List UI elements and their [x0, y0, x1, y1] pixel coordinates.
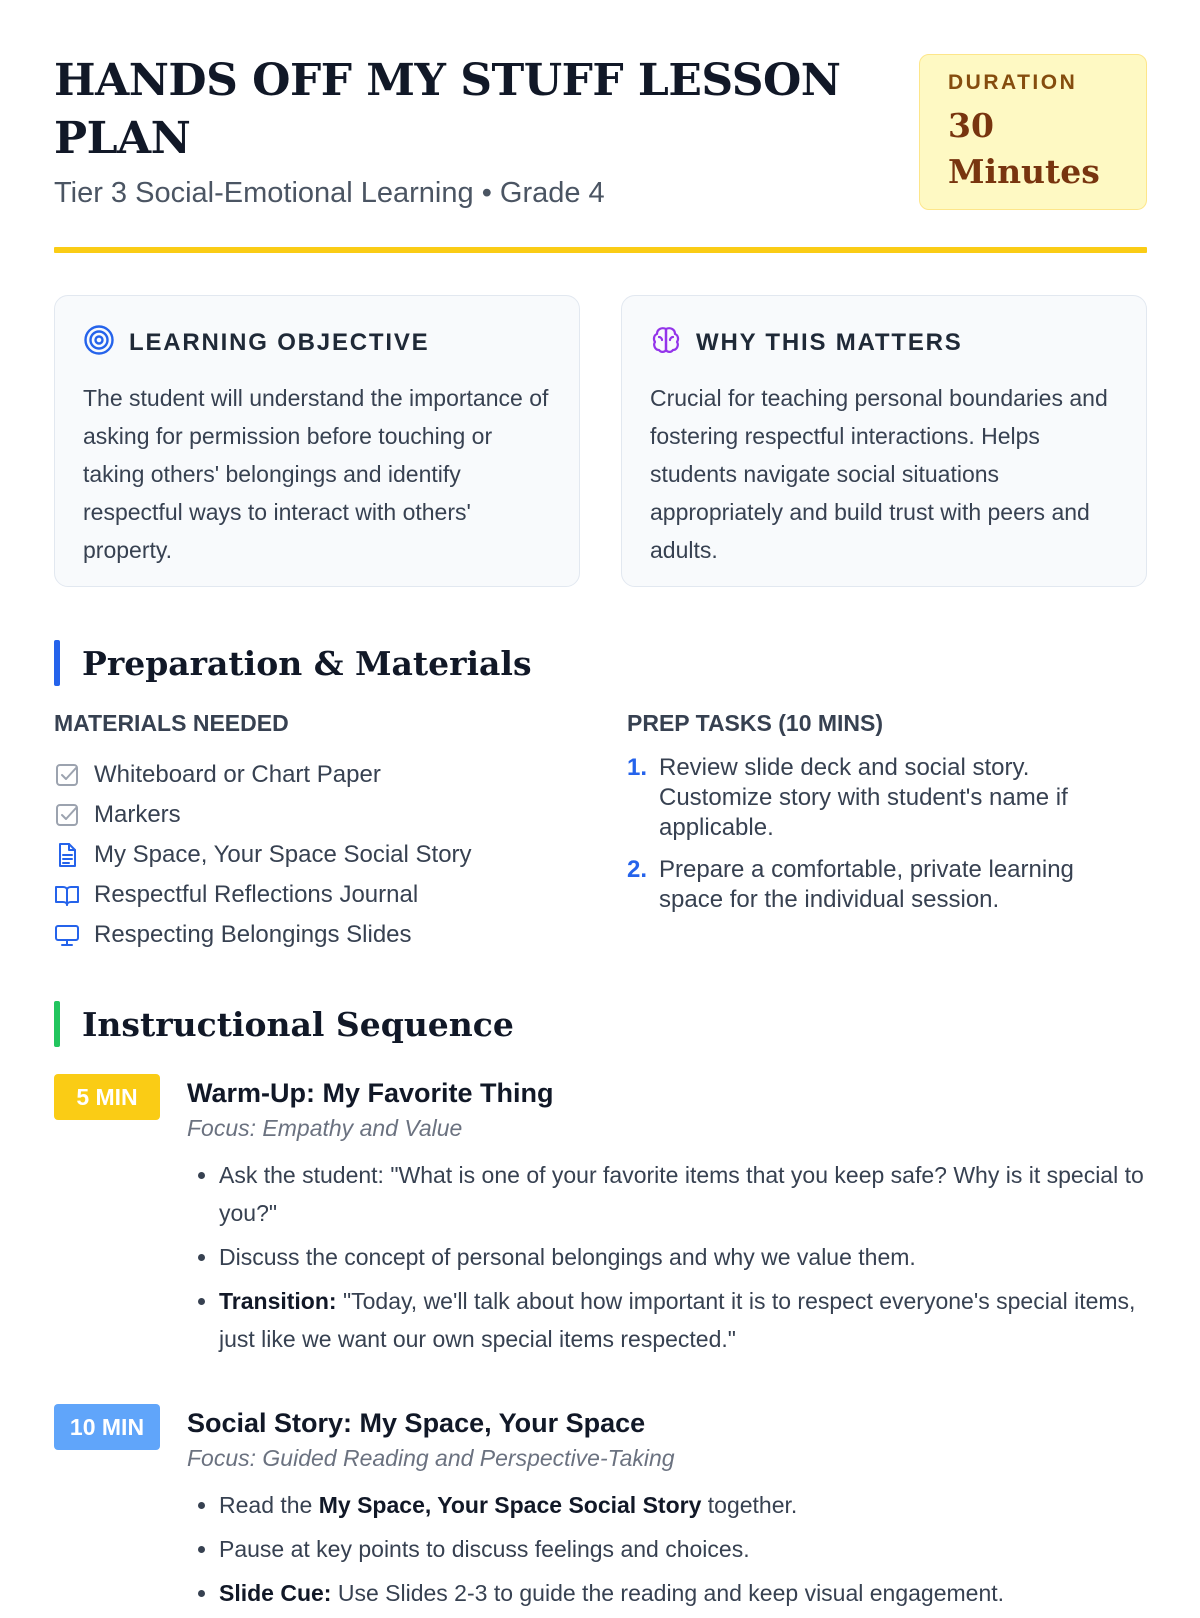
document-icon	[54, 842, 80, 868]
step-focus: Focus: Empathy and Value	[187, 1115, 463, 1141]
step-bullets	[187, 1156, 1147, 1358]
list-item: • Read the My Space, Your Space Social Story together.	[219, 1486, 1147, 1524]
page-title: HANDS OFF MY STUFF LESSON PLAN	[54, 55, 841, 164]
monitor-icon	[54, 922, 80, 948]
material-label: Markers	[94, 801, 181, 828]
checkbox-icon	[54, 762, 80, 788]
duration-value: 30 Minutes	[948, 106, 1100, 191]
section-heading-sequence	[54, 1001, 514, 1047]
materials-heading: MATERIALS NEEDED	[54, 710, 289, 736]
section-heading-preparation	[54, 640, 532, 686]
time-badge: 5 MIN	[54, 1074, 160, 1120]
material-label: Respecting Belongings Slides	[94, 921, 412, 948]
lesson-plan-page	[54, 0, 1147, 1606]
duration-box	[919, 54, 1147, 210]
list-item: • Slide Cue: Use Slides 2-3 to guide the reading and keep visual engagement.	[219, 1574, 1147, 1612]
list-item: • Transition: "Today, we'll talk about how important it is to respect everyone's special items, just like we want our own special items respected."	[219, 1282, 1147, 1358]
prep-tasks-list	[627, 753, 1127, 927]
list-item	[627, 855, 1127, 915]
section-title: Preparation & Materials	[82, 643, 532, 683]
bullet-label: Slide Cue:	[219, 1580, 332, 1606]
target-icon	[83, 324, 115, 361]
card-heading: WHY THIS MATTERS	[696, 328, 963, 356]
list-item: • Ask the student: "What is one of your favorite items that you keep safe? Why is it special to you?"	[219, 1156, 1147, 1232]
page-subtitle: Tier 3 Social-Emotional Learning • Grade 4	[54, 177, 605, 209]
duration-label: DURATION	[948, 71, 1078, 94]
checkbox-icon	[54, 802, 80, 828]
list-item	[627, 753, 1127, 843]
why-this-matters-card	[621, 295, 1147, 587]
header	[54, 0, 1147, 256]
step-title: Warm-Up: My Favorite Thing	[187, 1078, 554, 1108]
task-text: Prepare a comfortable, private learning space for the individual session.	[659, 856, 1074, 913]
list-item: • Pause at key points to discuss feelings and choices.	[219, 1530, 1147, 1568]
learning-objective-card	[54, 295, 580, 587]
step-title: Social Story: My Space, Your Space	[187, 1408, 646, 1438]
list-item: • Discuss the concept of personal belongings and why we value them.	[219, 1238, 1147, 1276]
book-icon	[54, 882, 80, 908]
brain-icon	[650, 324, 682, 361]
card-heading: LEARNING OBJECTIVE	[129, 328, 430, 356]
time-badge: 10 MIN	[54, 1404, 160, 1450]
material-label: My Space, Your Space Social Story	[94, 841, 472, 868]
task-number: 1.	[627, 754, 648, 781]
step-focus: Focus: Guided Reading and Perspective-Taking	[187, 1445, 675, 1471]
step-bullets	[187, 1486, 1147, 1612]
header-divider	[54, 247, 1147, 253]
task-text: Review slide deck and social story. Customize story with student's name if applicable.	[659, 754, 1068, 841]
prep-tasks-heading: PREP TASKS (10 MINS)	[627, 710, 884, 736]
card-text: Crucial for teaching personal boundaries and fostering respectful interactions. Helps students navigate social situations appropriately and build trust with peers and adults.	[650, 385, 1108, 563]
material-label: Respectful Reflections Journal	[94, 881, 419, 908]
card-text: The student will understand the importance of asking for permission before touching or taking others' belongings and identify respectful ways to interact with others' property.	[83, 385, 549, 563]
summary-cards	[54, 295, 1147, 587]
list-item	[54, 795, 472, 835]
list-item	[54, 835, 472, 875]
list-item	[54, 915, 472, 955]
material-label: Whiteboard or Chart Paper	[94, 761, 381, 788]
bullet-label: Transition:	[219, 1288, 337, 1314]
materials-list	[54, 755, 472, 955]
list-item	[54, 875, 472, 915]
list-item	[54, 755, 472, 795]
section-title: Instructional Sequence	[82, 1004, 514, 1044]
task-number: 2.	[627, 856, 648, 883]
